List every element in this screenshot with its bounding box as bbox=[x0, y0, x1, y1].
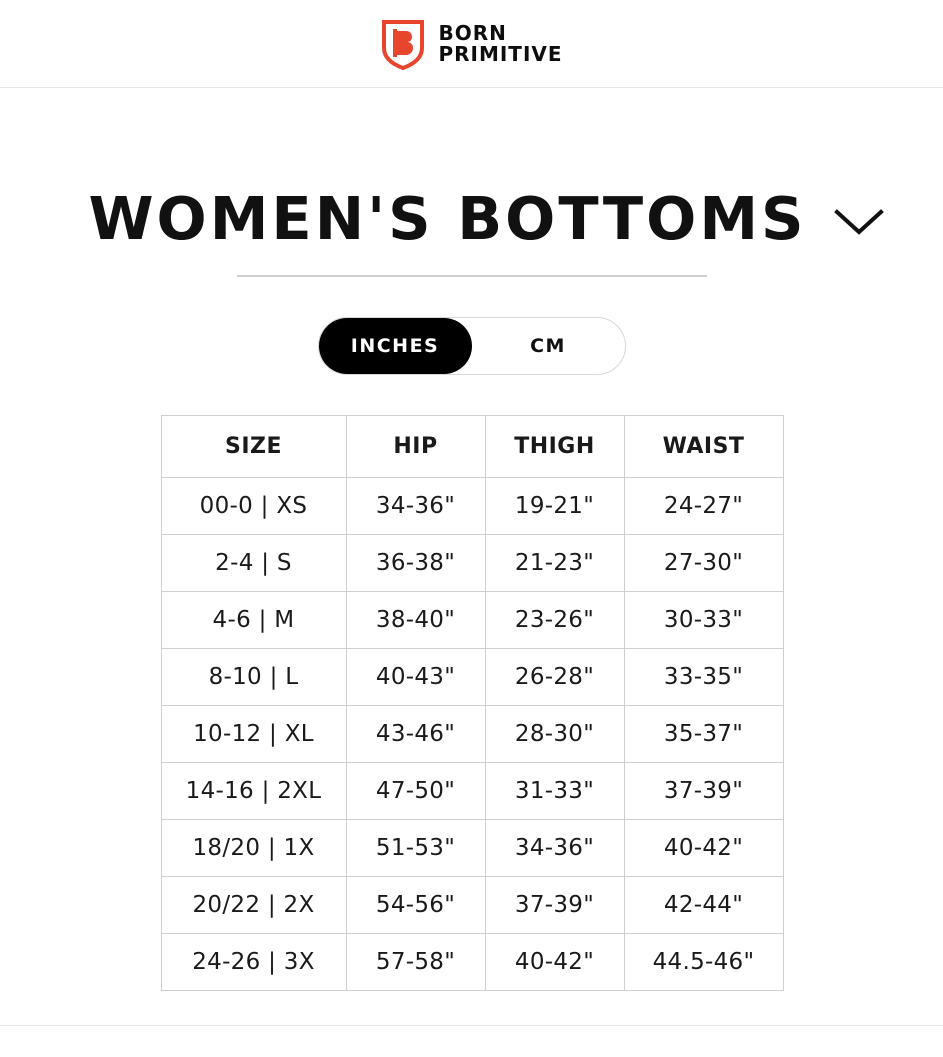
cell-thigh: 37-39" bbox=[485, 877, 624, 934]
column-header-waist: WAIST bbox=[624, 416, 783, 478]
cell-thigh: 28-30" bbox=[485, 706, 624, 763]
column-header-size: SIZE bbox=[161, 416, 346, 478]
cell-thigh: 19-21" bbox=[485, 478, 624, 535]
cell-hip: 38-40" bbox=[346, 592, 485, 649]
cell-waist: 24-27" bbox=[624, 478, 783, 535]
cell-hip: 36-38" bbox=[346, 535, 485, 592]
cell-waist: 30-33" bbox=[624, 592, 783, 649]
footer-divider bbox=[0, 1025, 943, 1026]
cell-thigh: 31-33" bbox=[485, 763, 624, 820]
size-chart-table bbox=[161, 415, 784, 991]
size-table-body bbox=[161, 478, 783, 991]
table-row bbox=[161, 535, 783, 592]
cell-thigh: 21-23" bbox=[485, 535, 624, 592]
table-row bbox=[161, 592, 783, 649]
cell-hip: 57-58" bbox=[346, 934, 485, 991]
table-row bbox=[161, 763, 783, 820]
cell-waist: 44.5-46" bbox=[624, 934, 783, 991]
cell-hip: 40-43" bbox=[346, 649, 485, 706]
born-primitive-shield-icon bbox=[380, 18, 426, 70]
column-header-hip: HIP bbox=[346, 416, 485, 478]
cell-hip: 34-36" bbox=[346, 478, 485, 535]
brand-line-1: BORN bbox=[438, 21, 507, 46]
cell-waist: 37-39" bbox=[624, 763, 783, 820]
cell-thigh: 40-42" bbox=[485, 934, 624, 991]
unit-toggle[interactable] bbox=[318, 317, 626, 375]
cell-hip: 43-46" bbox=[346, 706, 485, 763]
cell-size: 14-16 | 2XL bbox=[161, 763, 346, 820]
cell-hip: 54-56" bbox=[346, 877, 485, 934]
table-row bbox=[161, 478, 783, 535]
cell-thigh: 23-26" bbox=[485, 592, 624, 649]
title-divider bbox=[237, 275, 707, 277]
size-guide-main bbox=[0, 88, 943, 1026]
cell-size: 4-6 | M bbox=[161, 592, 346, 649]
cell-waist: 33-35" bbox=[624, 649, 783, 706]
brand-line-2: PRIMITIVE bbox=[438, 41, 563, 66]
cell-thigh: 34-36" bbox=[485, 820, 624, 877]
cell-hip: 47-50" bbox=[346, 763, 485, 820]
table-row bbox=[161, 649, 783, 706]
cell-waist: 35-37" bbox=[624, 706, 783, 763]
cell-waist: 40-42" bbox=[624, 820, 783, 877]
cell-waist: 27-30" bbox=[624, 535, 783, 592]
cell-size: 8-10 | L bbox=[161, 649, 346, 706]
cell-size: 00-0 | XS bbox=[161, 478, 346, 535]
table-row bbox=[161, 706, 783, 763]
table-row bbox=[161, 820, 783, 877]
unit-option-cm[interactable]: CM bbox=[472, 318, 625, 374]
table-header-row bbox=[161, 416, 783, 478]
page-title: WOMEN'S BOTTOMS bbox=[88, 184, 807, 253]
cell-size: 20/22 | 2X bbox=[161, 877, 346, 934]
cell-size: 10-12 | XL bbox=[161, 706, 346, 763]
cell-size: 2-4 | S bbox=[161, 535, 346, 592]
size-table-wrapper bbox=[161, 415, 783, 991]
cell-hip: 51-53" bbox=[346, 820, 485, 877]
size-guide-header[interactable] bbox=[0, 184, 943, 253]
cell-size: 24-26 | 3X bbox=[161, 934, 346, 991]
cell-thigh: 26-28" bbox=[485, 649, 624, 706]
cell-size: 18/20 | 1X bbox=[161, 820, 346, 877]
table-row bbox=[161, 934, 783, 991]
site-header bbox=[0, 0, 943, 88]
cell-waist: 42-44" bbox=[624, 877, 783, 934]
column-header-thigh: THIGH bbox=[485, 416, 624, 478]
brand-wordmark bbox=[438, 23, 562, 64]
unit-option-inches[interactable]: INCHES bbox=[319, 318, 472, 374]
table-row bbox=[161, 877, 783, 934]
chevron-down-icon[interactable] bbox=[833, 207, 885, 242]
brand-logo[interactable] bbox=[380, 18, 562, 70]
